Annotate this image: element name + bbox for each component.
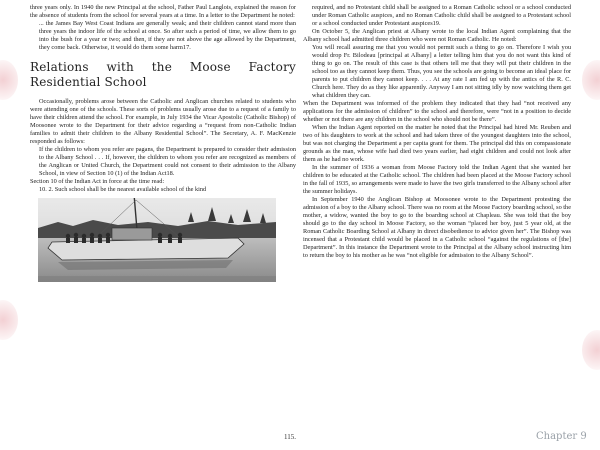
section-heading: Relations with the Moose Factory Residential School: [30, 60, 296, 89]
quote-text: You will recall assuring me that you would not permit such a thing to go on. Therefore I wish you would drop Fr. Bilodeau [principal at Albany] a letter telling him that you do not want this kind of thing to go on. The result of this case is that others tell me that they will put their children in the school too as they cannot keep them. Thus, you see the schools are going to become an ideal place for parents to put children they cannot keep. . . . At any rate I am fed up with the antics of the R. C. Church here. They do as they like apparently. Anyway I am not sitting idly by now watching them get what children they can.: [312, 44, 571, 99]
block-quote: [312, 4, 571, 28]
paragraph: Section 10 of the Indian Act in force at the time read:: [30, 178, 165, 185]
page-number: 115.: [284, 433, 296, 441]
block-quote: [39, 20, 296, 52]
paragraph: When the Indian Agent reported on the matter he noted that the Principal had hired Mr. Reuben and two of his daughters to work at the school and had taken three of the youngest daughters into the school, but was not charging the Department a per capita grant for them. The principal did this on compassionate grounds as the man, whose wife had died two years earlier, had eight children and could not look after them as he had no work.: [303, 124, 571, 163]
paragraph: 10. 2. Such school shall be the nearest available school of the kind: [39, 186, 207, 193]
paragraph: Occasionally, problems arose between the Catholic and Anglican churches related to students who were attending one of the schools. These sorts of problems usually arose due to a request of a family to have their children attend the school. For example, in July 1934 the Vicar Apostolic (Catholic Bishop) of Moosonee wrote to the Department for their advice regarding a “request from non-Catholic Indian families to admit their children to the Albany Residential School”. The Secretary, A. F. MacKenzie responded as follows:: [30, 98, 296, 145]
quote-text: ... the James Bay West Coast Indians are generally weak; and their children cannot stand more than three years the indoor life of the school at once. So after such a period of time, we allow them to go into the bush for a year or two; and then, if they are not above the age allowed by the Department, they come back. Otherwise, it would do them some harm17.: [39, 20, 296, 51]
quote-text: required, and no Protestant child shall be assigned to a Roman Catholic school or a school conducted under Roman Catholic auspices, and no Roman Catholic child shall be assigned to a Protestant school or a school conducted under Protestant auspices19.: [312, 4, 571, 27]
paragraph: three years only. In 1940 the new Principal at the school, Father Paul Langlois, explained the reason for the absence of students from the school for several years at a time. In a letter to the Department he noted:: [30, 4, 296, 19]
boat-photo: [38, 198, 276, 282]
left-column: [30, 4, 296, 285]
edge-stain: [0, 300, 18, 340]
block-quote: [312, 44, 571, 100]
paragraph: When the Department was informed of the problem they indicated that they had “not received any applications for the admission of children” to the school and therefore, were “not in a position to decide whether or not there are any children in the school who should not be there”.: [303, 100, 571, 123]
quote-text: If the children to whom you refer are pagans, the Department is prepared to consider their admission to the Albany School . . . If, however, the children to whom you refer are recognized as members of the Anglican or United Church, the Department could not consent to their admission to the Albany School, in view of Section 10 (1) of the Indian Act18.: [39, 146, 296, 177]
edge-stain: [0, 60, 18, 100]
block-quote: [39, 146, 296, 178]
chapter-label: Chapter 9: [536, 431, 587, 442]
edge-stain: [582, 330, 600, 370]
paragraph: On October 5, the Anglican priest at Albany wrote to the local Indian Agent complaining that the Albany school had admitted three children who were not Roman Catholic. He noted:: [303, 28, 571, 43]
right-column: [303, 4, 571, 260]
paragraph: In the summer of 1936 a woman from Moose Factory told the Indian Agent that she wanted her children to be educated at the Catholic school. The children had been placed at the Moose Factory school in the fall of 1935, so arrangements were made to have the two girls transferred to the Albany school after the summer holidays.: [303, 164, 571, 195]
paragraph: In September 1940 the Anglican Bishop at Moosonee wrote to the Department protesting the admission of a boy to the Albany school. There was no room at the Moose Factory boarding school, so the mother, a widow, wanted the boy to go to the boarding school at Chapleau. She was told that the boy should go to the day school in Moose Factory, so the woman “placed her boy, just 5 year old, at the Roman Catholic Boarding School at Albany in direct disobedience to advice given her”. The Bishop was incensed that a Protestant child would be placed in a Catholic school “against the regulations of [the] Department”. In this instance the Department wrote to the Principal at the Albany school instructing him to return the boy to his mother as he was “not eligible for admission to the Albany School”.: [303, 196, 571, 259]
edge-stain: [582, 60, 600, 100]
